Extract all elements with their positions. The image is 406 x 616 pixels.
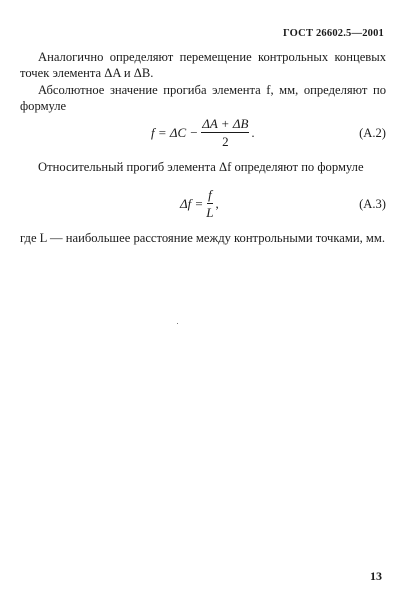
formula-a3 xyxy=(180,187,219,220)
formula-a3-numerator: f xyxy=(208,187,212,202)
formula-a3-tail: , xyxy=(215,195,219,211)
paragraph-relative-deflection: Относительный прогиб элемента Δf определяют по формуле xyxy=(38,160,364,174)
paragraph-displacement: Аналогично определяют перемещение контрольных концевых точек элемента ΔA и ΔB. xyxy=(20,50,386,80)
equation-number-a2: (А.2) xyxy=(359,126,386,140)
formula-a2-tail: . xyxy=(251,124,255,140)
formula-a3-lhs: Δf = xyxy=(180,195,204,211)
page-header: ГОСТ 26602.5—2001 xyxy=(283,28,384,39)
scan-speck xyxy=(177,323,178,324)
paragraph-absolute-deflection: Абсолютное значение прогиба элемента f, мм, определяют по формуле xyxy=(20,83,386,113)
formula-a2-denominator: 2 xyxy=(222,134,229,149)
page-number: 13 xyxy=(370,569,382,583)
formula-a3-denominator: L xyxy=(206,205,214,220)
paragraph-definition-l: где L — наибольшее расстояние между контрольными точками, мм. xyxy=(20,231,385,245)
formula-a3-fraction xyxy=(206,187,213,220)
formula-a2-fraction xyxy=(201,116,249,149)
formula-a2-lhs: f = ΔC − xyxy=(151,124,199,140)
formula-a2-numerator: ΔA + ΔB xyxy=(202,116,249,131)
formula-a2 xyxy=(151,116,255,149)
equation-number-a3: (А.3) xyxy=(359,197,386,211)
